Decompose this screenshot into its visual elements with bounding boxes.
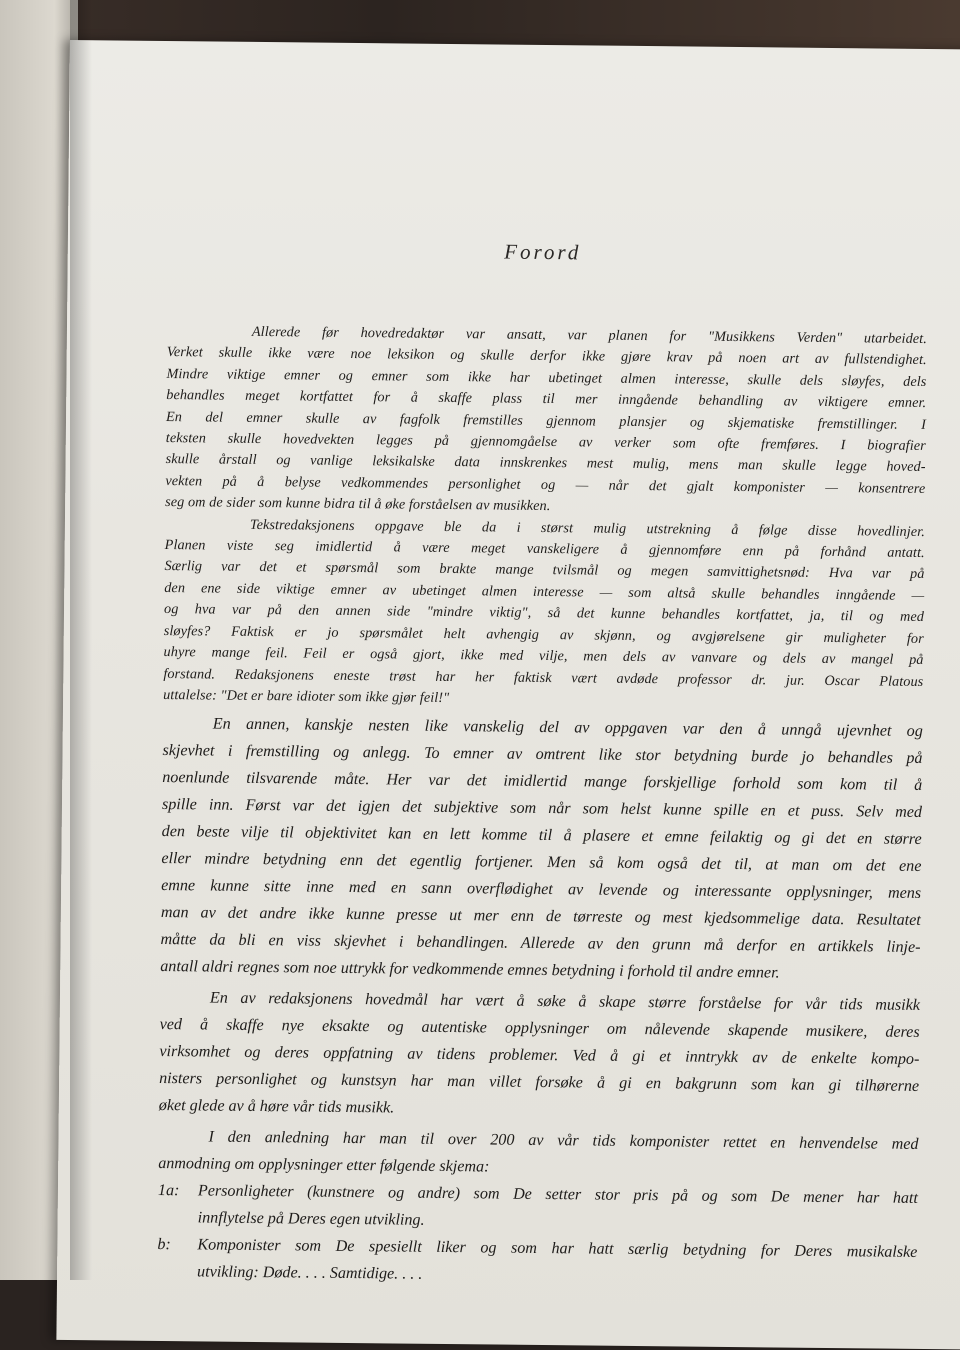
text-line: skulle årstall og vanlige leksikalske data innskrenkes mest mulig, mens man skulle legge hoved- <box>165 451 926 476</box>
page-title: Forord <box>504 239 582 265</box>
paragraph-1 <box>165 321 927 522</box>
text-line: antall aldri regnes som noe uttrykk for vedkommende emnes betydning i forhold til andre emner. <box>160 958 780 982</box>
text-line: Allerede før hovedredaktør var ansatt, var planen for "Musikkens Verden" utarbeidet. <box>251 323 927 347</box>
list-item <box>157 1231 918 1293</box>
paragraph-3 <box>160 710 923 988</box>
text-line: innflytelse på Deres egen utvikling. <box>197 1209 425 1230</box>
text-line: måtte da bli en viss skjevhet i behandlingen. Allerede av den grunn må derfor en artikkels linje- <box>160 931 921 957</box>
text-line: emne kunne sitte inne med en sann overflødighet av levende og interessante opplysninger, mens <box>161 877 922 903</box>
book-page <box>56 40 960 1350</box>
text-line: spille inn. Først var det igjen det subjektive som når som helst kunne spille en et puss. Selv med <box>161 796 923 822</box>
paragraph-4 <box>159 984 920 1127</box>
text-line: anmodning om opplysninger etter følgende skjema: <box>158 1155 490 1176</box>
text-line: noenlunde tilsvarende måte. Her var det imidlertid mange forskjellige forhold som kom til å <box>162 769 923 795</box>
paragraph-5 <box>158 1123 919 1185</box>
text-line: uttalelse: "Det er bare idioter som ikke gjør feil!" <box>163 686 450 706</box>
text-line: teksten skulle hovedvekten legges på gjennomgåelse av verker som ofte fremføres. I biografier <box>165 430 926 455</box>
text-line: eller mindre betydning enn det egentlig fortjener. Men så kom også det til, at man om det ene <box>161 850 922 876</box>
text-line: Komponister som De spesiellt liker og som har hatt særlig betydning for Deres musikalske <box>197 1236 918 1262</box>
text-line: vekten på å belyse vedkommendes personlighet og — når det gjalt komponister — konsentrere <box>165 472 926 497</box>
text-line: Verket skulle ikke være noe leksikon og skulle derfor ikke gjøre krav på noen art av fullstendighet. <box>166 344 927 369</box>
text-line: nisters personlighet og kunstsyn har man villet forsøke å gi en bakgrunn som kan gi tilhørerne <box>159 1070 920 1096</box>
text-line: uhyre mange feil. Feil er også gjort, ikke med vilje, men dels av vanvare og dels av mangel på <box>163 644 924 669</box>
text-line: øket glede av å høre vår tids musikk. <box>158 1097 395 1117</box>
text-line: Personligheter (kunstnere og andre) som De setter stor pris på og som De mener har hatt <box>197 1182 919 1208</box>
text-line: Planen viste seg imidlertid å være meget vanskeligere å gjennomføre enn på forhånd antatt. <box>164 537 925 562</box>
text-line: I den anledning har man til over 200 av vår tids komponister rettet en henvendelse med <box>208 1128 919 1154</box>
text-line: En annen, kanskje nesten like vanskelig del av oppgaven var den å unngå ujevnhet og <box>212 715 923 741</box>
text-line: behandles meget kortfattet for å skaffe plass til mer inngående behandling av viktigere emner. <box>166 387 927 412</box>
text-line: utvikling: Døde. . . . Samtidige. . . . <box>197 1263 423 1284</box>
text-line: den ene side viktige emner av ubetinget almen interesse — som altså skulle behandles inngående — <box>164 579 925 604</box>
text-block <box>157 321 927 1293</box>
text-line: En av redaksjonens hovedmål har vært å søke å skape større forståelse for vår tids musikk <box>209 989 921 1015</box>
text-line: forstand. Redaksjonens eneste trøst har her faktisk vært avdøde professor dr. jur. Oscar Platous <box>163 665 924 690</box>
text-line: seg om de sider som kunne bidra til å øke forståelsen av musikken. <box>165 494 551 515</box>
text-line: den beste vilje til objektivitet kan en lett komme til å plasere et emne feilaktig og gi det en større <box>161 823 922 849</box>
list-item <box>158 1177 919 1239</box>
text-line: og hva var på den annen side "mindre viktig", så det kunne behandles kortfattet, ja, til og med <box>163 601 925 626</box>
text-line: virksomhet og deres oppfatning av tidens problemer. Ved å gi et inntrykk av de enkelte kompo- <box>159 1043 920 1069</box>
paragraph-2 <box>163 514 925 715</box>
item-label: b: <box>157 1236 171 1254</box>
text-line: sløyfes? Faktisk er jo spørsmålet helt avhengig av skjønn, og avgjørelsene gir muligheter for <box>163 622 924 647</box>
text-line: En del emner skulle av fagfolk fremstilles gjennom plansjer og skjematiske fremstillinger. I <box>165 408 927 433</box>
item-label: 1a: <box>157 1182 180 1200</box>
text-line: man av det andre ikke kunne presse ut mer enn de tørreste og mest kjedsommelige data. Resultatet <box>160 904 921 930</box>
spine-shadow <box>70 0 92 1280</box>
text-line: Tekstredaksjonens oppgave ble da i størst mulig utstrekning å følge disse hovedlinjer. <box>249 516 925 540</box>
text-line: Mindre viktige emner og emner som ikke har ubetinget almen interesse, skulle dels sløyfes, dels <box>166 365 927 390</box>
text-line: Særlig var det et spørsmål som brakte mange tvilsmål og megen samvittighetsnød: Hva var på <box>164 558 925 583</box>
text-line: skjevhet i fremstilling og anlegg. To emner av omtrent like stor betydning burde jo behandles på <box>162 742 923 768</box>
text-line: ved å skaffe nye eksakte og autentiske opplysninger om nålevende skapende musikere, deres <box>159 1016 920 1042</box>
